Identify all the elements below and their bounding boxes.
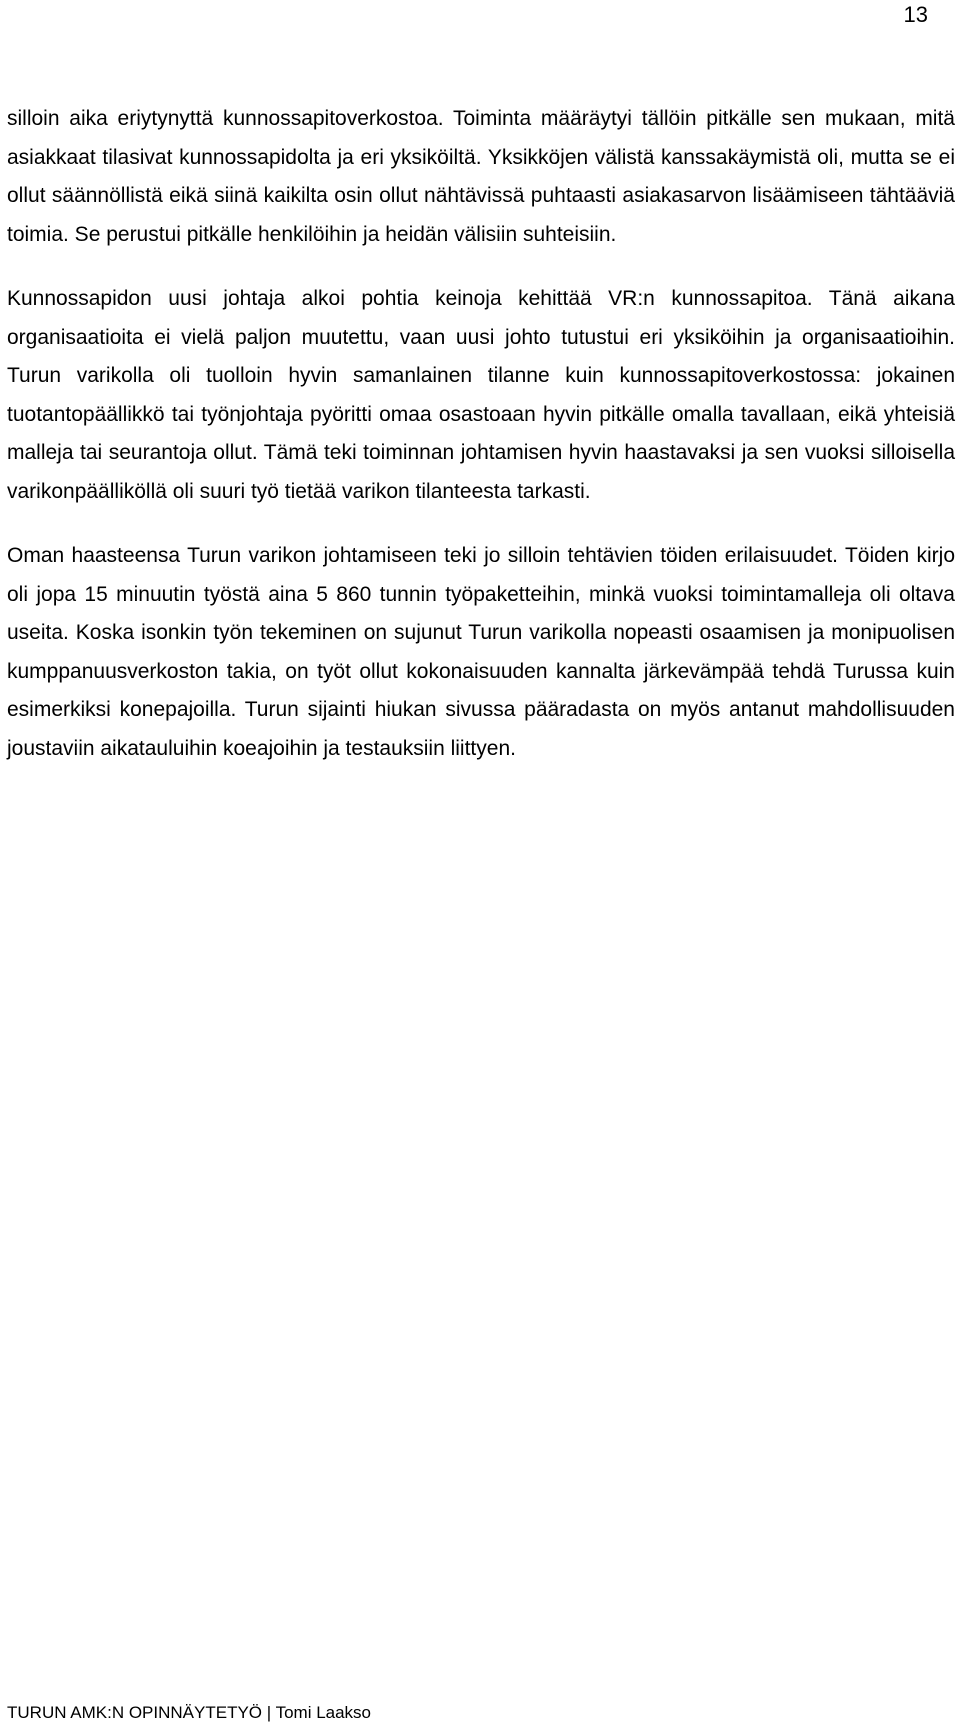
- paragraph: Kunnossapidon uusi johtaja alkoi pohtia keinoja kehittää VR:n kunnossapitoa. Tänä aikana organisaatioita ei vielä paljon muutettu, vaan uusi johto tutustui eri yksiköihin ja organisaatioihin. Turun varikolla oli tuolloin hyvin samanlainen tilanne kuin kunnossapitoverkostossa: jokainen tuotantopäällikkö tai työnjohtaja pyöritti omaa osastoaan hyvin pitkälle omalla tavallaan, eikä yhteisiä malleja tai seurantoja ollut. Tämä teki toiminnan johtamisen hyvin haastavaksi ja sen vuoksi silloisella varikonpäälliköllä oli suuri työ tietää varikon tilanteesta tarkasti.: [7, 287, 955, 503]
- page-number: 13: [903, 2, 928, 27]
- paragraph: Oman haasteensa Turun varikon johtamiseen teki jo silloin tehtävien töiden erilaisuudet. Töiden kirjo oli jopa 15 minuutin työstä aina 5 860 tunnin työpaketteihin, minkä vuoksi toimintamalleja oli oltava useita. Koska isonkin työn tekeminen on sujunut Turun varikolla nopeasti osaamisen ja monipuolisen kumppanuusverkoston takia, on työt ollut kokonaisuuden kannalta järkevämpää tehdä Turussa kuin esimerkiksi konepajoilla. Turun sijainti hiukan sivussa pääradasta on myös antanut mahdollisuuden joustaviin aikatauluihin koeajoihin ja testauksiin liittyen.: [7, 544, 955, 760]
- paragraph: silloin aika eriytynyttä kunnossapitoverkostoa. Toiminta määräytyi tällöin pitkälle sen mukaan, mitä asiakkaat tilasivat kunnossapidolta ja eri yksiköiltä. Yksikköjen välistä kanssakäymistä oli, mutta se ei ollut säännöllistä eikä siinä kaikilta osin ollut nähtävissä puhtaasti asiakasarvon lisäämiseen tähtääviä toimia. Se perustui pitkälle henkilöihin ja heidän välisiin suhteisiin.: [7, 107, 955, 246]
- page-footer: TURUN AMK:N OPINNÄYTETYÖ | Tomi Laakso: [7, 1703, 372, 1722]
- document-body: [7, 100, 955, 794]
